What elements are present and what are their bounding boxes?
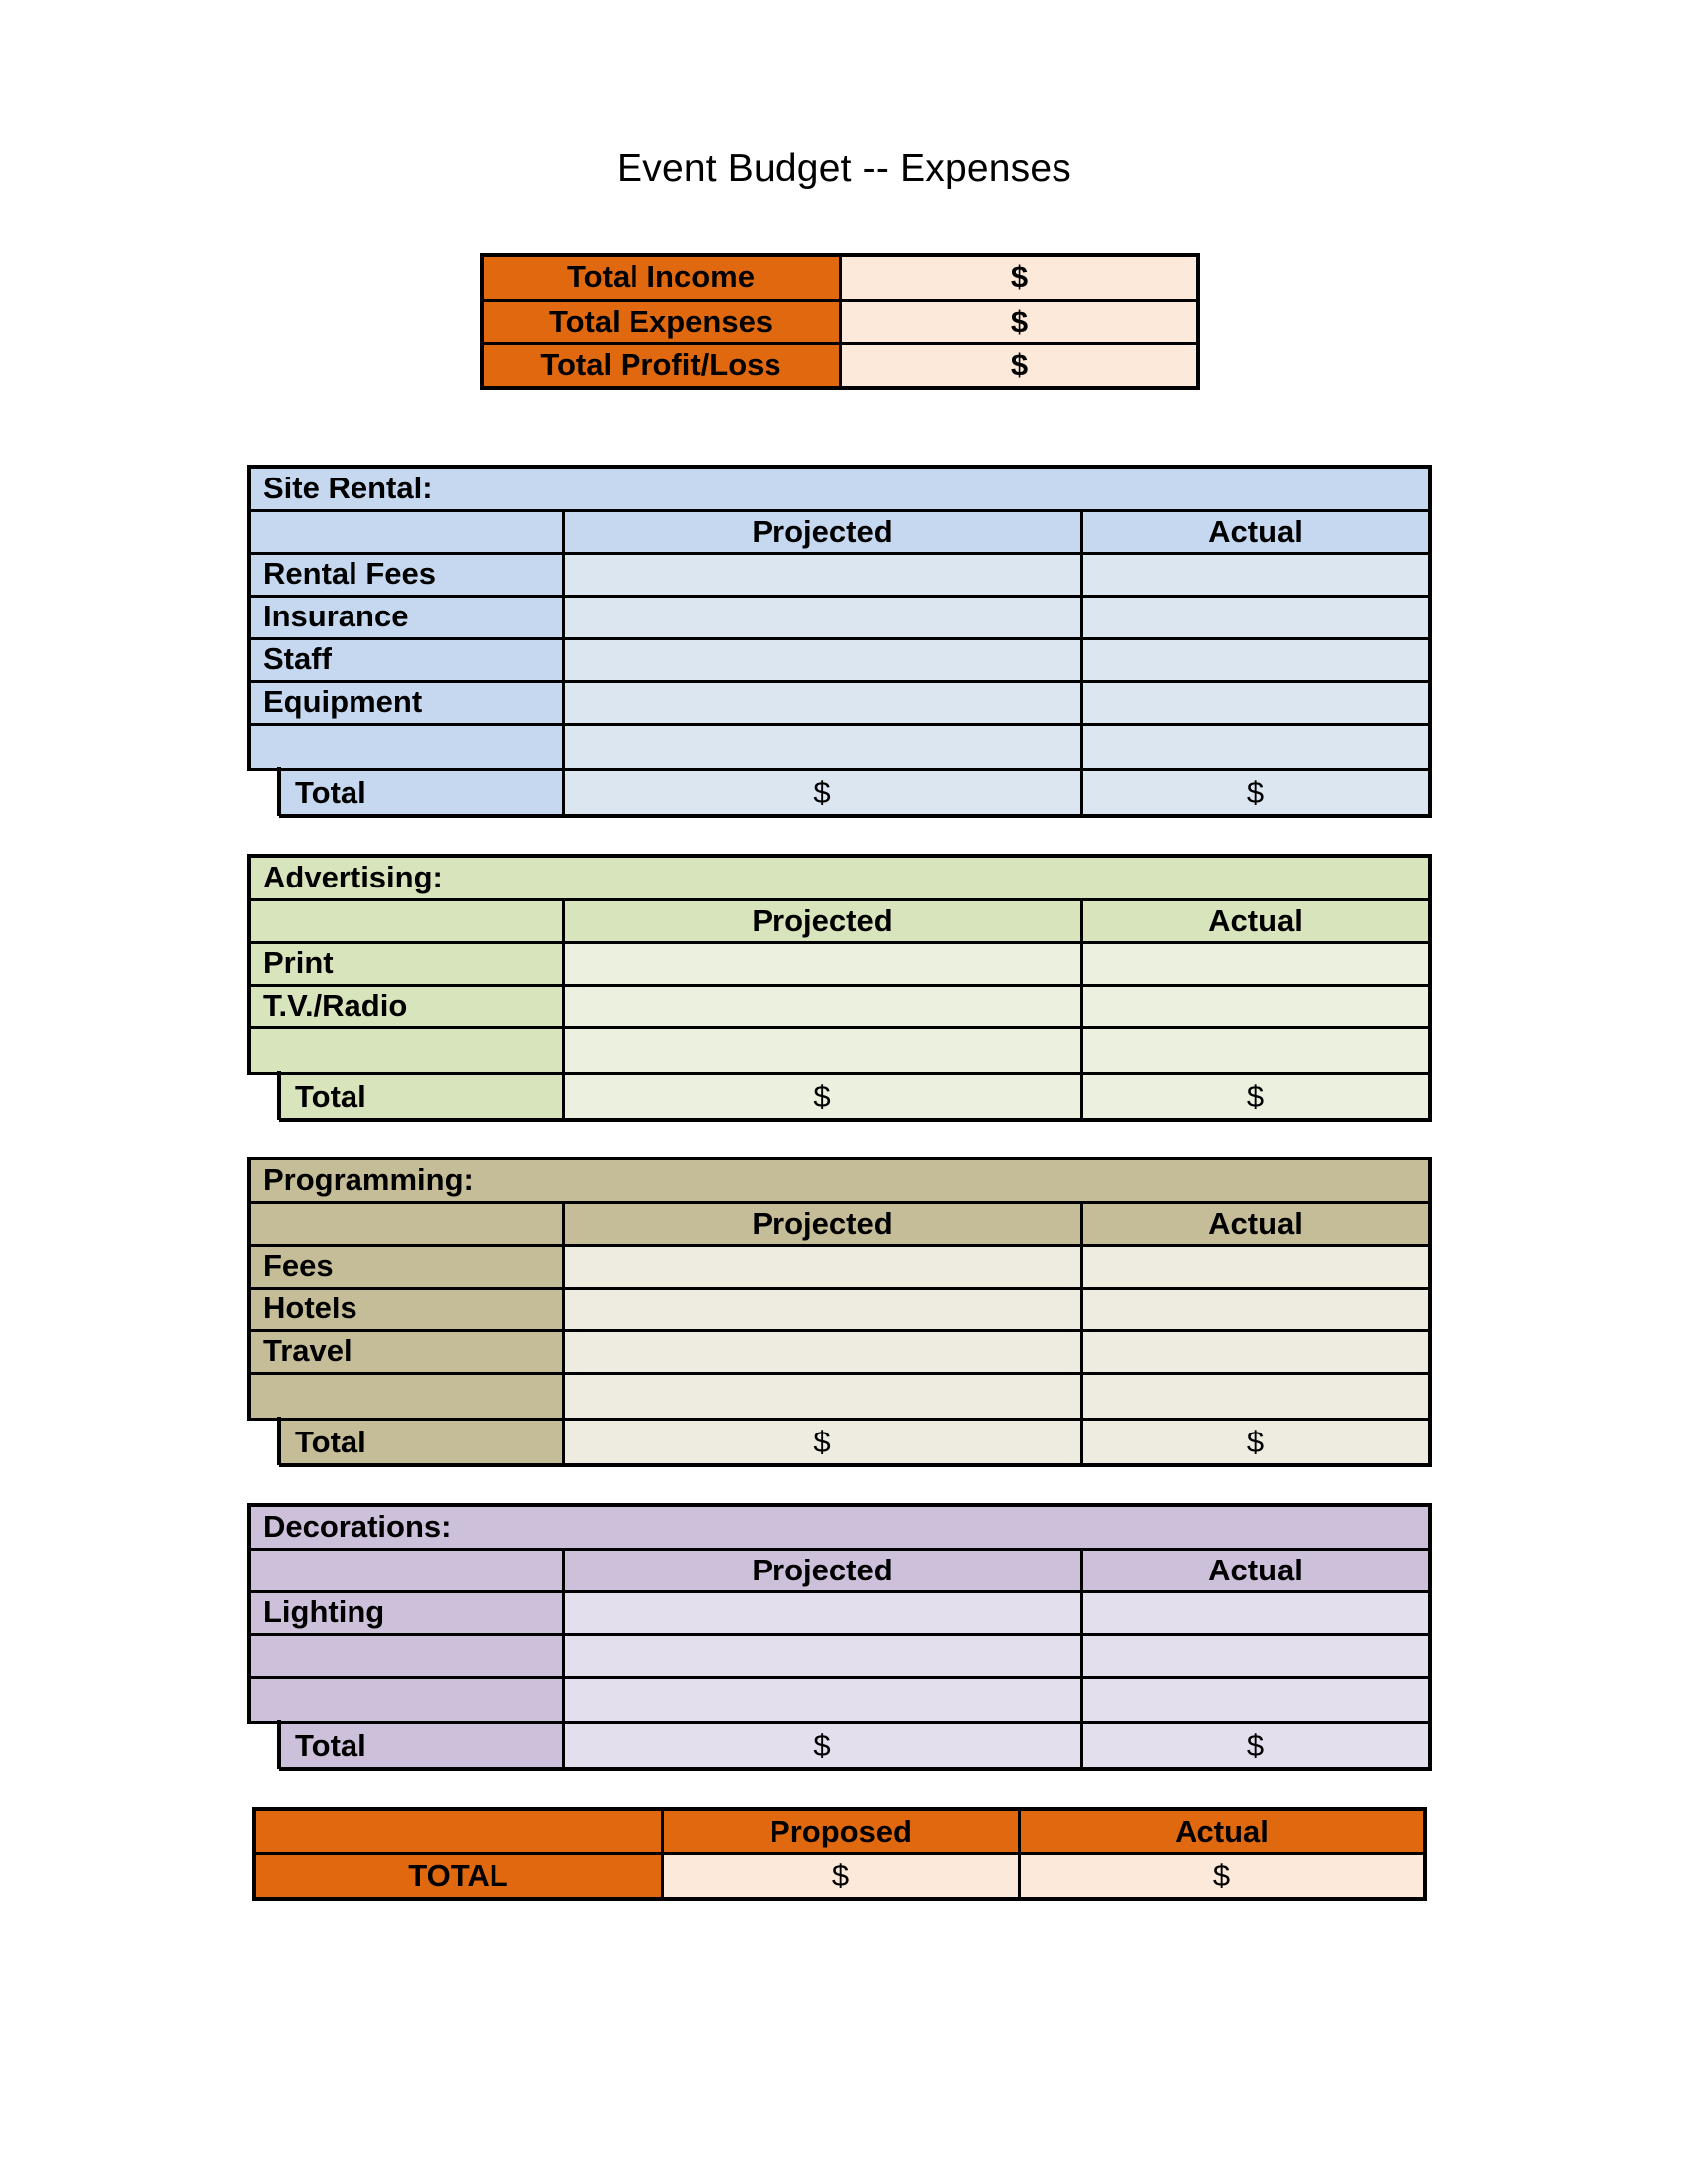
column-divider bbox=[277, 1417, 281, 1465]
line-item-label: Hotels bbox=[249, 1288, 563, 1330]
summary-label: Total Expenses bbox=[482, 300, 840, 344]
page-title: Event Budget -- Expenses bbox=[617, 147, 1071, 190]
row-divider bbox=[279, 1463, 1432, 1467]
grand-total-label: TOTAL bbox=[254, 1853, 662, 1899]
total-actual-value: $ bbox=[1081, 1419, 1430, 1465]
projected-input[interactable] bbox=[563, 724, 1081, 769]
row-divider bbox=[254, 1852, 1425, 1855]
column-header-actual: Actual bbox=[1081, 1202, 1430, 1245]
projected-input[interactable] bbox=[563, 1330, 1081, 1373]
projected-input[interactable] bbox=[563, 985, 1081, 1027]
projected-input[interactable] bbox=[563, 942, 1081, 985]
row-divider bbox=[252, 1897, 1427, 1901]
column-header-projected: Projected bbox=[563, 1202, 1081, 1245]
actual-input[interactable] bbox=[1081, 638, 1430, 681]
actual-input[interactable] bbox=[1081, 1330, 1430, 1373]
row-divider bbox=[249, 1026, 1430, 1029]
row-divider bbox=[249, 1201, 1430, 1204]
column-divider bbox=[247, 1157, 251, 1421]
column-divider bbox=[1080, 1549, 1083, 1769]
total-label: Total bbox=[279, 1722, 563, 1769]
projected-input[interactable] bbox=[563, 553, 1081, 596]
row-divider bbox=[279, 1118, 1432, 1122]
row-divider bbox=[249, 1633, 1430, 1636]
summary-label: Total Profit/Loss bbox=[482, 343, 840, 388]
actual-input[interactable] bbox=[1081, 1634, 1430, 1677]
line-item-label: Fees bbox=[249, 1245, 563, 1288]
section-title: Advertising: bbox=[249, 856, 1430, 899]
column-divider bbox=[1080, 510, 1083, 816]
projected-input[interactable] bbox=[563, 1677, 1081, 1722]
row-divider bbox=[249, 680, 1430, 683]
actual-input[interactable] bbox=[1081, 596, 1430, 638]
line-item-label: Staff bbox=[249, 638, 563, 681]
column-divider bbox=[562, 1549, 565, 1769]
grand-total-proposed-value: $ bbox=[662, 1853, 1019, 1899]
column-divider bbox=[562, 899, 565, 1120]
column-divider bbox=[252, 1807, 256, 1901]
summary-value-field[interactable]: $ bbox=[840, 343, 1198, 388]
column-divider bbox=[480, 253, 484, 390]
row-divider bbox=[482, 342, 1198, 345]
line-item-label: Travel bbox=[249, 1330, 563, 1373]
row-divider bbox=[482, 299, 1198, 302]
row-divider bbox=[249, 1721, 1430, 1724]
summary-value-field[interactable]: $ bbox=[840, 300, 1198, 344]
column-divider bbox=[277, 767, 281, 816]
projected-input[interactable] bbox=[563, 1591, 1081, 1634]
row-divider bbox=[249, 1590, 1430, 1593]
row-divider bbox=[249, 1548, 1430, 1551]
row-divider bbox=[279, 814, 1432, 818]
actual-input[interactable] bbox=[1081, 553, 1430, 596]
header-blank-cell bbox=[249, 899, 563, 942]
column-header-proposed: Proposed bbox=[662, 1809, 1019, 1853]
line-item-label: Print bbox=[249, 942, 563, 985]
column-header-actual: Actual bbox=[1081, 899, 1430, 942]
column-divider bbox=[839, 255, 842, 388]
column-header-actual: Actual bbox=[1081, 510, 1430, 553]
column-divider bbox=[277, 1720, 281, 1769]
row-divider bbox=[247, 854, 1432, 858]
total-actual-value: $ bbox=[1081, 1722, 1430, 1769]
total-actual-value: $ bbox=[1081, 769, 1430, 816]
projected-input[interactable] bbox=[563, 681, 1081, 724]
row-divider bbox=[249, 1072, 1430, 1075]
column-divider bbox=[1080, 899, 1083, 1120]
header-blank-cell bbox=[249, 1202, 563, 1245]
projected-input[interactable] bbox=[563, 1245, 1081, 1288]
row-divider bbox=[249, 984, 1430, 987]
line-item-label bbox=[249, 724, 563, 769]
total-label: Total bbox=[279, 1419, 563, 1465]
projected-input[interactable] bbox=[563, 1373, 1081, 1419]
line-item-label: Rental Fees bbox=[249, 553, 563, 596]
actual-input[interactable] bbox=[1081, 1677, 1430, 1722]
row-divider bbox=[247, 1503, 1432, 1507]
column-header-actual: Actual bbox=[1019, 1809, 1425, 1853]
column-divider bbox=[1196, 253, 1200, 390]
column-header-projected: Projected bbox=[563, 1549, 1081, 1591]
actual-input[interactable] bbox=[1081, 1288, 1430, 1330]
header-blank-cell bbox=[249, 510, 563, 553]
column-divider bbox=[1428, 854, 1432, 1120]
line-item-label: T.V./Radio bbox=[249, 985, 563, 1027]
section-title: Decorations: bbox=[249, 1505, 1430, 1549]
row-divider bbox=[249, 723, 1430, 726]
actual-input[interactable] bbox=[1081, 1245, 1430, 1288]
header-blank-cell bbox=[249, 1549, 563, 1591]
projected-input[interactable] bbox=[563, 1027, 1081, 1073]
actual-input[interactable] bbox=[1081, 681, 1430, 724]
row-divider bbox=[249, 941, 1430, 944]
actual-input[interactable] bbox=[1081, 985, 1430, 1027]
row-divider bbox=[249, 595, 1430, 598]
column-divider bbox=[661, 1809, 664, 1899]
total-projected-value: $ bbox=[563, 1073, 1081, 1120]
line-item-label: Equipment bbox=[249, 681, 563, 724]
column-divider bbox=[247, 854, 251, 1075]
line-item-label bbox=[249, 1634, 563, 1677]
column-divider bbox=[1428, 465, 1432, 816]
actual-input[interactable] bbox=[1081, 1027, 1430, 1073]
row-divider bbox=[249, 1418, 1430, 1421]
actual-input[interactable] bbox=[1081, 724, 1430, 769]
row-divider bbox=[279, 1767, 1432, 1771]
row-divider bbox=[252, 1807, 1427, 1811]
row-divider bbox=[249, 1244, 1430, 1247]
row-divider bbox=[249, 1329, 1430, 1332]
column-divider bbox=[1428, 1157, 1432, 1465]
column-divider bbox=[1428, 1503, 1432, 1769]
projected-input[interactable] bbox=[563, 596, 1081, 638]
summary-value-field[interactable]: $ bbox=[840, 255, 1198, 300]
column-divider bbox=[562, 510, 565, 816]
summary-label: Total Income bbox=[482, 255, 840, 300]
actual-input[interactable] bbox=[1081, 942, 1430, 985]
column-divider bbox=[1080, 1202, 1083, 1465]
total-projected-value: $ bbox=[563, 1722, 1081, 1769]
line-item-label bbox=[249, 1677, 563, 1722]
total-actual-value: $ bbox=[1081, 1073, 1430, 1120]
row-divider bbox=[249, 1287, 1430, 1290]
row-divider bbox=[249, 509, 1430, 512]
row-divider bbox=[249, 552, 1430, 555]
total-projected-value: $ bbox=[563, 769, 1081, 816]
column-divider bbox=[247, 465, 251, 771]
column-header-projected: Projected bbox=[563, 899, 1081, 942]
row-divider bbox=[249, 768, 1430, 771]
row-divider bbox=[249, 898, 1430, 901]
row-divider bbox=[247, 465, 1432, 469]
projected-input[interactable] bbox=[563, 638, 1081, 681]
row-divider bbox=[247, 1157, 1432, 1160]
column-header-projected: Projected bbox=[563, 510, 1081, 553]
line-item-label: Insurance bbox=[249, 596, 563, 638]
grand-total-actual-value: $ bbox=[1019, 1853, 1425, 1899]
column-divider bbox=[277, 1071, 281, 1120]
line-item-label bbox=[249, 1027, 563, 1073]
column-header-actual: Actual bbox=[1081, 1549, 1430, 1591]
line-item-label: Lighting bbox=[249, 1591, 563, 1634]
section-title: Programming: bbox=[249, 1159, 1430, 1202]
projected-input[interactable] bbox=[563, 1288, 1081, 1330]
projected-input[interactable] bbox=[563, 1634, 1081, 1677]
section-title: Site Rental: bbox=[249, 467, 1430, 510]
total-label: Total bbox=[279, 1073, 563, 1120]
actual-input[interactable] bbox=[1081, 1591, 1430, 1634]
total-projected-value: $ bbox=[563, 1419, 1081, 1465]
grand-header-blank bbox=[254, 1809, 662, 1853]
actual-input[interactable] bbox=[1081, 1373, 1430, 1419]
row-divider bbox=[249, 637, 1430, 640]
column-divider bbox=[247, 1503, 251, 1724]
column-divider bbox=[1018, 1809, 1021, 1899]
row-divider bbox=[249, 1676, 1430, 1679]
total-label: Total bbox=[279, 769, 563, 816]
column-divider bbox=[1423, 1807, 1427, 1901]
line-item-label bbox=[249, 1373, 563, 1419]
column-divider bbox=[562, 1202, 565, 1465]
row-divider bbox=[249, 1372, 1430, 1375]
